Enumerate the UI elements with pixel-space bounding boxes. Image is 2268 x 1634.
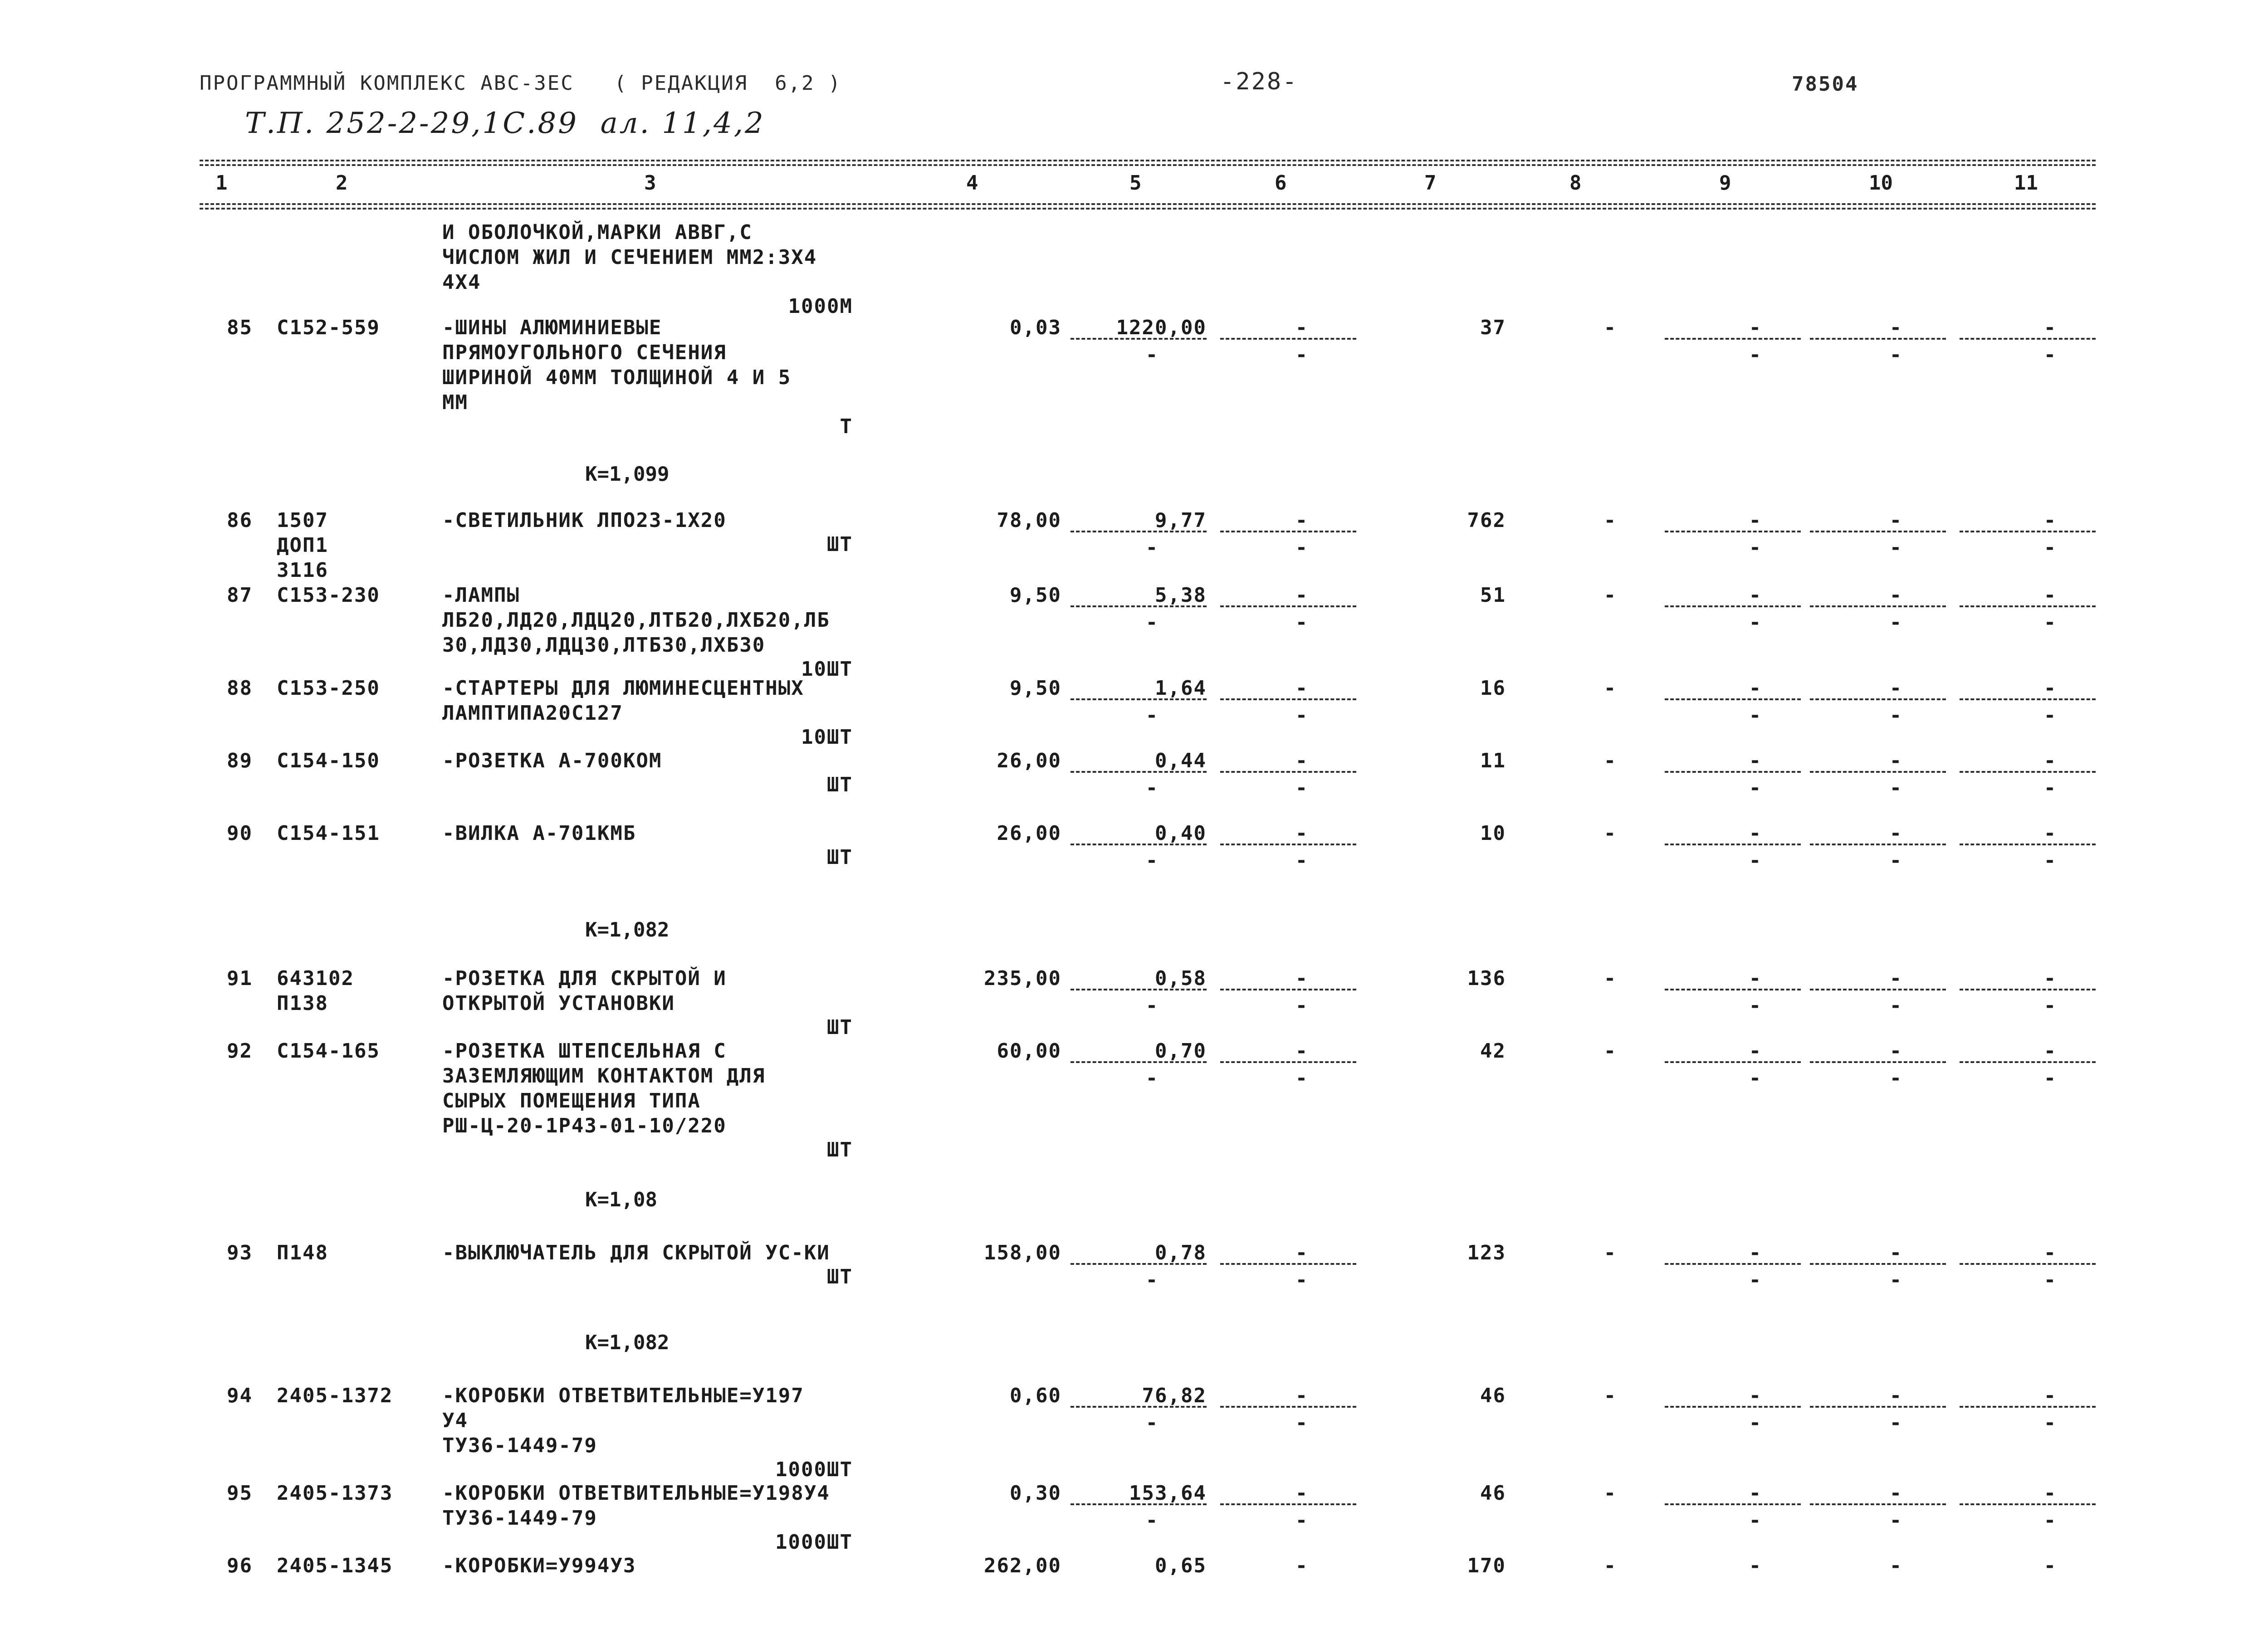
- row-col-6: -: [1295, 1554, 1309, 1577]
- row-col-10: -: [1889, 677, 1903, 700]
- row-code: С154-151: [277, 822, 380, 845]
- row-quantity: 78,00: [997, 509, 1061, 532]
- row-unit-price: 9,77: [1155, 509, 1207, 532]
- price-underline: [1070, 989, 1207, 990]
- col9-underline: [1665, 1503, 1801, 1505]
- col11-underline: [1960, 989, 2096, 990]
- row-unit: ШТ: [827, 773, 853, 796]
- row-description: РШ-Ц-20-1Р43-01-10/220: [442, 1114, 727, 1137]
- row-unit: 1000ШТ: [775, 1458, 853, 1481]
- row-col-9: -: [1749, 1039, 1762, 1063]
- row-col-10: -: [1889, 1554, 1903, 1577]
- row-code: ДОП1: [277, 534, 328, 557]
- row-col-8: -: [1603, 509, 1617, 532]
- row-number: 96: [227, 1554, 253, 1577]
- handwritten-reference: Т.П. 252-2-29,1С.89 ал. 11,4,2: [245, 107, 765, 140]
- row-col-11: -: [2043, 1482, 2057, 1505]
- row-code: 1507: [277, 509, 328, 532]
- row-col-10: -: [1889, 1482, 1903, 1505]
- row-unit: ШТ: [827, 1138, 853, 1161]
- row-col-9: -: [1749, 822, 1762, 845]
- price-underline: [1070, 1263, 1207, 1265]
- row-description: У4: [442, 1409, 468, 1432]
- row-unit-price: 0,65: [1155, 1554, 1207, 1577]
- row-unit: 1000ШТ: [775, 1531, 853, 1554]
- row-description: ОТКРЫТОЙ УСТАНОВКИ: [442, 992, 675, 1015]
- row-col-10: -: [1889, 584, 1903, 607]
- col6-sub-dash: -: [1295, 776, 1309, 800]
- col6-underline: [1220, 771, 1356, 773]
- row-description: -КОРОБКИ ОТВЕТВИТЕЛЬНЫЕ=У197: [442, 1384, 804, 1407]
- col6-underline: [1220, 698, 1356, 700]
- row-col-8: -: [1603, 1384, 1617, 1407]
- col6-underline: [1220, 531, 1356, 532]
- col6-underline: [1220, 1061, 1356, 1063]
- row-unit: Т: [840, 415, 853, 438]
- row-unit-price: 1220,00: [1116, 316, 1207, 339]
- row-total: 46: [1480, 1384, 1506, 1407]
- row-code: С154-165: [277, 1039, 380, 1063]
- column-header-11: 11: [2014, 171, 2038, 195]
- price-sub-dash: -: [1145, 776, 1159, 800]
- col10-underline: [1810, 605, 1946, 607]
- price-underline: [1070, 1061, 1207, 1063]
- col6-sub-dash: -: [1295, 704, 1309, 727]
- price-sub-dash: -: [1145, 611, 1159, 634]
- column-header-3: 3: [644, 171, 656, 195]
- header-rule-top-1: [200, 160, 2096, 161]
- col10-sub-dash: -: [1889, 1067, 1903, 1090]
- col10-sub-dash: -: [1889, 611, 1903, 634]
- col9-underline: [1665, 605, 1801, 607]
- row-description: 4Х4: [442, 271, 481, 294]
- price-underline: [1070, 531, 1207, 532]
- col9-sub-dash: -: [1749, 849, 1762, 872]
- col6-underline: [1220, 605, 1356, 607]
- row-total: 136: [1467, 967, 1506, 990]
- price-sub-dash: -: [1145, 343, 1159, 366]
- row-col-8: -: [1603, 677, 1617, 700]
- row-description: ШИРИНОЙ 40ММ ТОЛЩИНОЙ 4 И 5: [442, 366, 792, 389]
- col10-underline: [1810, 844, 1946, 845]
- col11-underline: [1960, 844, 2096, 845]
- col9-underline: [1665, 698, 1801, 700]
- header-rule-bottom-2: [200, 208, 2096, 210]
- col6-underline: [1220, 989, 1356, 990]
- col10-sub-dash: -: [1889, 343, 1903, 366]
- row-col-8: -: [1603, 967, 1617, 990]
- row-quantity: 158,00: [984, 1241, 1061, 1264]
- row-col-8: -: [1603, 1241, 1617, 1264]
- col11-underline: [1960, 1061, 2096, 1063]
- row-total: 46: [1480, 1482, 1506, 1505]
- price-sub-dash: -: [1145, 536, 1159, 559]
- col6-sub-dash: -: [1295, 536, 1309, 559]
- row-total: 37: [1480, 316, 1506, 339]
- col9-sub-dash: -: [1749, 1411, 1762, 1434]
- row-col-6: -: [1295, 316, 1309, 339]
- col9-underline: [1665, 338, 1801, 340]
- row-col-8: -: [1603, 584, 1617, 607]
- row-description: ЛАМПТИПА20С127: [442, 702, 623, 725]
- row-quantity: 26,00: [997, 822, 1061, 845]
- col6-sub-dash: -: [1295, 1509, 1309, 1532]
- col11-sub-dash: -: [2043, 611, 2057, 634]
- coefficient-note: К=1,08: [585, 1188, 657, 1211]
- row-description: ММ: [442, 391, 468, 414]
- row-col-11: -: [2043, 316, 2057, 339]
- row-number: 86: [227, 509, 253, 532]
- price-underline: [1070, 1406, 1207, 1408]
- row-number: 89: [227, 749, 253, 772]
- price-underline: [1070, 844, 1207, 845]
- col6-underline: [1220, 1503, 1356, 1505]
- price-sub-dash: -: [1145, 1509, 1159, 1532]
- row-unit: ШТ: [827, 533, 853, 556]
- row-description: СЫРЫХ ПОМЕЩЕНИЯ ТИПА: [442, 1089, 701, 1112]
- row-col-8: -: [1603, 1554, 1617, 1577]
- row-quantity: 26,00: [997, 749, 1061, 772]
- col9-sub-dash: -: [1749, 343, 1762, 366]
- col9-sub-dash: -: [1749, 611, 1762, 634]
- col10-underline: [1810, 698, 1946, 700]
- col10-sub-dash: -: [1889, 1509, 1903, 1532]
- row-col-10: -: [1889, 1384, 1903, 1407]
- price-sub-dash: -: [1145, 704, 1159, 727]
- column-header-7: 7: [1424, 171, 1437, 195]
- row-number: 92: [227, 1039, 253, 1063]
- col10-underline: [1810, 1263, 1946, 1265]
- col10-underline: [1810, 1061, 1946, 1063]
- row-description: ПРЯМОУГОЛЬНОГО СЕЧЕНИЯ: [442, 341, 727, 364]
- col11-sub-dash: -: [2043, 994, 2057, 1017]
- col11-underline: [1960, 1503, 2096, 1505]
- row-col-10: -: [1889, 1241, 1903, 1264]
- row-total: 762: [1467, 509, 1506, 532]
- row-quantity: 0,03: [1010, 316, 1061, 339]
- col9-underline: [1665, 1263, 1801, 1265]
- col10-underline: [1810, 1406, 1946, 1408]
- column-header-8: 8: [1569, 171, 1582, 195]
- row-total: 16: [1480, 677, 1506, 700]
- row-description: -ВЫКЛЮЧАТЕЛЬ ДЛЯ СКРЫТОЙ УС-КИ: [442, 1241, 830, 1264]
- row-col-10: -: [1889, 967, 1903, 990]
- price-sub-dash: -: [1145, 1411, 1159, 1434]
- row-col-9: -: [1749, 677, 1762, 700]
- row-col-9: -: [1749, 584, 1762, 607]
- row-col-8: -: [1603, 822, 1617, 845]
- row-description: -ШИНЫ АЛЮМИНИЕВЫЕ: [442, 316, 662, 339]
- row-quantity: 0,60: [1010, 1384, 1061, 1407]
- row-number: 93: [227, 1241, 253, 1264]
- col9-sub-dash: -: [1749, 776, 1762, 800]
- col6-sub-dash: -: [1295, 611, 1309, 634]
- col10-sub-dash: -: [1889, 1411, 1903, 1434]
- row-col-10: -: [1889, 316, 1903, 339]
- col6-sub-dash: -: [1295, 1411, 1309, 1434]
- col9-underline: [1665, 844, 1801, 845]
- col11-underline: [1960, 1263, 2096, 1265]
- row-unit-price: 153,64: [1129, 1482, 1207, 1505]
- column-header-5: 5: [1129, 171, 1142, 195]
- col11-underline: [1960, 698, 2096, 700]
- row-code: 643102: [277, 967, 354, 990]
- price-underline: [1070, 338, 1207, 340]
- document-number: 78504: [1792, 73, 1859, 96]
- row-col-9: -: [1749, 967, 1762, 990]
- col10-underline: [1810, 1503, 1946, 1505]
- price-underline: [1070, 698, 1207, 700]
- col9-sub-dash: -: [1749, 704, 1762, 727]
- col11-underline: [1960, 605, 2096, 607]
- row-col-8: -: [1603, 316, 1617, 339]
- row-description: -СВЕТИЛЬНИК ЛПО23-1Х20: [442, 509, 727, 532]
- row-number: 90: [227, 822, 253, 845]
- row-description: ЗАЗЕМЛЯЮЩИМ КОНТАКТОМ ДЛЯ: [442, 1064, 766, 1088]
- column-header-2: 2: [336, 171, 348, 195]
- row-col-6: -: [1295, 1241, 1309, 1264]
- page-number: -228-: [1220, 68, 1298, 95]
- price-sub-dash: -: [1145, 994, 1159, 1017]
- price-underline: [1070, 1503, 1207, 1505]
- price-underline: [1070, 605, 1207, 607]
- row-number: 87: [227, 584, 253, 607]
- row-col-10: -: [1889, 509, 1903, 532]
- row-number: 88: [227, 677, 253, 700]
- col6-underline: [1220, 1406, 1356, 1408]
- row-col-6: -: [1295, 749, 1309, 772]
- row-col-9: -: [1749, 1482, 1762, 1505]
- row-unit: ШТ: [827, 846, 853, 869]
- col9-sub-dash: -: [1749, 1268, 1762, 1292]
- col11-sub-dash: -: [2043, 1268, 2057, 1292]
- col11-sub-dash: -: [2043, 1411, 2057, 1434]
- row-description: ЧИСЛОМ ЖИЛ И СЕЧЕНИЕМ ММ2:3Х4: [442, 246, 817, 269]
- row-col-9: -: [1749, 1554, 1762, 1577]
- row-description: -СТАРТЕРЫ ДЛЯ ЛЮМИНЕСЦЕНТНЫХ: [442, 677, 804, 700]
- coefficient-note: К=1,099: [585, 463, 670, 486]
- row-unit-price: 0,40: [1155, 822, 1207, 845]
- col6-sub-dash: -: [1295, 849, 1309, 872]
- price-sub-dash: -: [1145, 1268, 1159, 1292]
- row-col-11: -: [2043, 1241, 2057, 1264]
- row-code: П138: [277, 992, 328, 1015]
- row-col-6: -: [1295, 1482, 1309, 1505]
- row-description: -РОЗЕТКА А-700КОМ: [442, 749, 662, 772]
- col9-underline: [1665, 1061, 1801, 1063]
- row-quantity: 9,50: [1010, 677, 1061, 700]
- row-col-6: -: [1295, 1039, 1309, 1063]
- col6-underline: [1220, 1263, 1356, 1265]
- row-description: ТУ36-1449-79: [442, 1507, 597, 1530]
- col10-underline: [1810, 531, 1946, 532]
- row-col-11: -: [2043, 967, 2057, 990]
- row-col-11: -: [2043, 1384, 2057, 1407]
- row-total: 42: [1480, 1039, 1506, 1063]
- row-unit: ШТ: [827, 1016, 853, 1039]
- row-col-11: -: [2043, 1039, 2057, 1063]
- row-col-10: -: [1889, 822, 1903, 845]
- row-unit-price: 0,58: [1155, 967, 1207, 990]
- row-code: 2405-1372: [277, 1384, 393, 1407]
- col10-sub-dash: -: [1889, 536, 1903, 559]
- column-header-10: 10: [1869, 171, 1893, 195]
- row-col-6: -: [1295, 584, 1309, 607]
- col10-sub-dash: -: [1889, 849, 1903, 872]
- row-code: С153-250: [277, 677, 380, 700]
- row-description: -КОРОБКИ=У994У3: [442, 1554, 636, 1577]
- col9-underline: [1665, 989, 1801, 990]
- row-col-6: -: [1295, 822, 1309, 845]
- column-header-1: 1: [215, 171, 228, 195]
- row-number: 95: [227, 1482, 253, 1505]
- row-quantity: 9,50: [1010, 584, 1061, 607]
- row-col-10: -: [1889, 1039, 1903, 1063]
- row-description: 30,ЛД30,ЛДЦ30,ЛТБ30,ЛХБ30: [442, 634, 766, 657]
- price-underline: [1070, 771, 1207, 773]
- row-description: -РОЗЕТКА ДЛЯ СКРЫТОЙ И: [442, 967, 727, 990]
- row-number: 85: [227, 316, 253, 339]
- row-quantity: 235,00: [984, 967, 1061, 990]
- row-number: 91: [227, 967, 253, 990]
- row-code: 2405-1373: [277, 1482, 393, 1505]
- col11-underline: [1960, 771, 2096, 773]
- row-description: -РОЗЕТКА ШТЕПСЕЛЬНАЯ С: [442, 1039, 727, 1063]
- col10-sub-dash: -: [1889, 994, 1903, 1017]
- row-col-9: -: [1749, 1384, 1762, 1407]
- row-col-10: -: [1889, 749, 1903, 772]
- row-unit: 10ШТ: [801, 726, 853, 749]
- row-description: ЛБ20,ЛД20,ЛДЦ20,ЛТБ20,ЛХБ20,ЛБ: [442, 609, 830, 632]
- col11-sub-dash: -: [2043, 343, 2057, 366]
- col6-sub-dash: -: [1295, 994, 1309, 1017]
- col11-underline: [1960, 1406, 2096, 1408]
- col11-sub-dash: -: [2043, 776, 2057, 800]
- row-unit-price: 1,64: [1155, 677, 1207, 700]
- row-unit-price: 5,38: [1155, 584, 1207, 607]
- row-col-11: -: [2043, 749, 2057, 772]
- row-col-8: -: [1603, 749, 1617, 772]
- coefficient-note: К=1,082: [585, 1331, 670, 1354]
- row-quantity: 60,00: [997, 1039, 1061, 1063]
- row-total: 123: [1467, 1241, 1506, 1264]
- price-sub-dash: -: [1145, 1067, 1159, 1090]
- col11-underline: [1960, 531, 2096, 532]
- row-col-8: -: [1603, 1482, 1617, 1505]
- row-unit: ШТ: [827, 1265, 853, 1288]
- row-quantity: 262,00: [984, 1554, 1061, 1577]
- row-code: С154-150: [277, 749, 380, 772]
- row-col-6: -: [1295, 509, 1309, 532]
- row-unit-price: 76,82: [1142, 1384, 1207, 1407]
- row-col-11: -: [2043, 509, 2057, 532]
- row-col-9: -: [1749, 1241, 1762, 1264]
- row-col-11: -: [2043, 677, 2057, 700]
- col9-sub-dash: -: [1749, 1509, 1762, 1532]
- row-col-9: -: [1749, 509, 1762, 532]
- program-header: ПРОГРАММНЫЙ КОМПЛЕКС АВС-3ЕС ( РЕДАКЦИЯ 6,2 ): [200, 72, 842, 95]
- row-description: И ОБОЛОЧКОЙ,МАРКИ АВВГ,С: [442, 221, 753, 244]
- row-total: 11: [1480, 749, 1506, 772]
- column-header-9: 9: [1719, 171, 1731, 195]
- row-col-6: -: [1295, 677, 1309, 700]
- row-unit-price: 0,44: [1155, 749, 1207, 772]
- row-col-9: -: [1749, 749, 1762, 772]
- row-unit-price: 0,78: [1155, 1241, 1207, 1264]
- row-col-11: -: [2043, 584, 2057, 607]
- row-number: 94: [227, 1384, 253, 1407]
- col6-underline: [1220, 844, 1356, 845]
- col11-sub-dash: -: [2043, 536, 2057, 559]
- col9-underline: [1665, 531, 1801, 532]
- col9-underline: [1665, 1406, 1801, 1408]
- col10-underline: [1810, 338, 1946, 340]
- row-col-9: -: [1749, 316, 1762, 339]
- col11-underline: [1960, 338, 2096, 340]
- row-total: 10: [1480, 822, 1506, 845]
- row-description: -КОРОБКИ ОТВЕТВИТЕЛЬНЫЕ=У198У4: [442, 1482, 830, 1505]
- row-unit: 1000М: [788, 295, 853, 318]
- row-quantity: 0,30: [1010, 1482, 1061, 1505]
- col6-underline: [1220, 338, 1356, 340]
- column-header-4: 4: [966, 171, 978, 195]
- row-col-8: -: [1603, 1039, 1617, 1063]
- row-code: С153-230: [277, 584, 380, 607]
- col10-underline: [1810, 989, 1946, 990]
- col10-sub-dash: -: [1889, 776, 1903, 800]
- col6-sub-dash: -: [1295, 343, 1309, 366]
- col9-sub-dash: -: [1749, 1067, 1762, 1090]
- col10-sub-dash: -: [1889, 704, 1903, 727]
- col10-underline: [1810, 771, 1946, 773]
- col9-underline: [1665, 771, 1801, 773]
- row-description: -ЛАМПЫ: [442, 584, 520, 607]
- column-header-6: 6: [1275, 171, 1287, 195]
- header-rule-bottom-1: [200, 203, 2096, 205]
- row-code: С152-559: [277, 316, 380, 339]
- row-total: 170: [1467, 1554, 1506, 1577]
- price-sub-dash: -: [1145, 849, 1159, 872]
- col11-sub-dash: -: [2043, 1509, 2057, 1532]
- row-unit-price: 0,70: [1155, 1039, 1207, 1063]
- col9-sub-dash: -: [1749, 536, 1762, 559]
- col11-sub-dash: -: [2043, 1067, 2057, 1090]
- col11-sub-dash: -: [2043, 849, 2057, 872]
- header-rule-top-2: [200, 164, 2096, 166]
- col11-sub-dash: -: [2043, 704, 2057, 727]
- row-total: 51: [1480, 584, 1506, 607]
- row-col-6: -: [1295, 967, 1309, 990]
- col10-sub-dash: -: [1889, 1268, 1903, 1292]
- row-code: 3116: [277, 559, 328, 582]
- row-description: ТУ36-1449-79: [442, 1434, 597, 1457]
- row-unit: 10ШТ: [801, 658, 853, 681]
- row-description: -ВИЛКА А-701КМБ: [442, 822, 636, 845]
- row-code: 2405-1345: [277, 1554, 393, 1577]
- row-code: П148: [277, 1241, 328, 1264]
- col6-sub-dash: -: [1295, 1268, 1309, 1292]
- row-col-11: -: [2043, 1554, 2057, 1577]
- row-col-6: -: [1295, 1384, 1309, 1407]
- coefficient-note: К=1,082: [585, 918, 670, 941]
- col6-sub-dash: -: [1295, 1067, 1309, 1090]
- col9-sub-dash: -: [1749, 994, 1762, 1017]
- row-col-11: -: [2043, 822, 2057, 845]
